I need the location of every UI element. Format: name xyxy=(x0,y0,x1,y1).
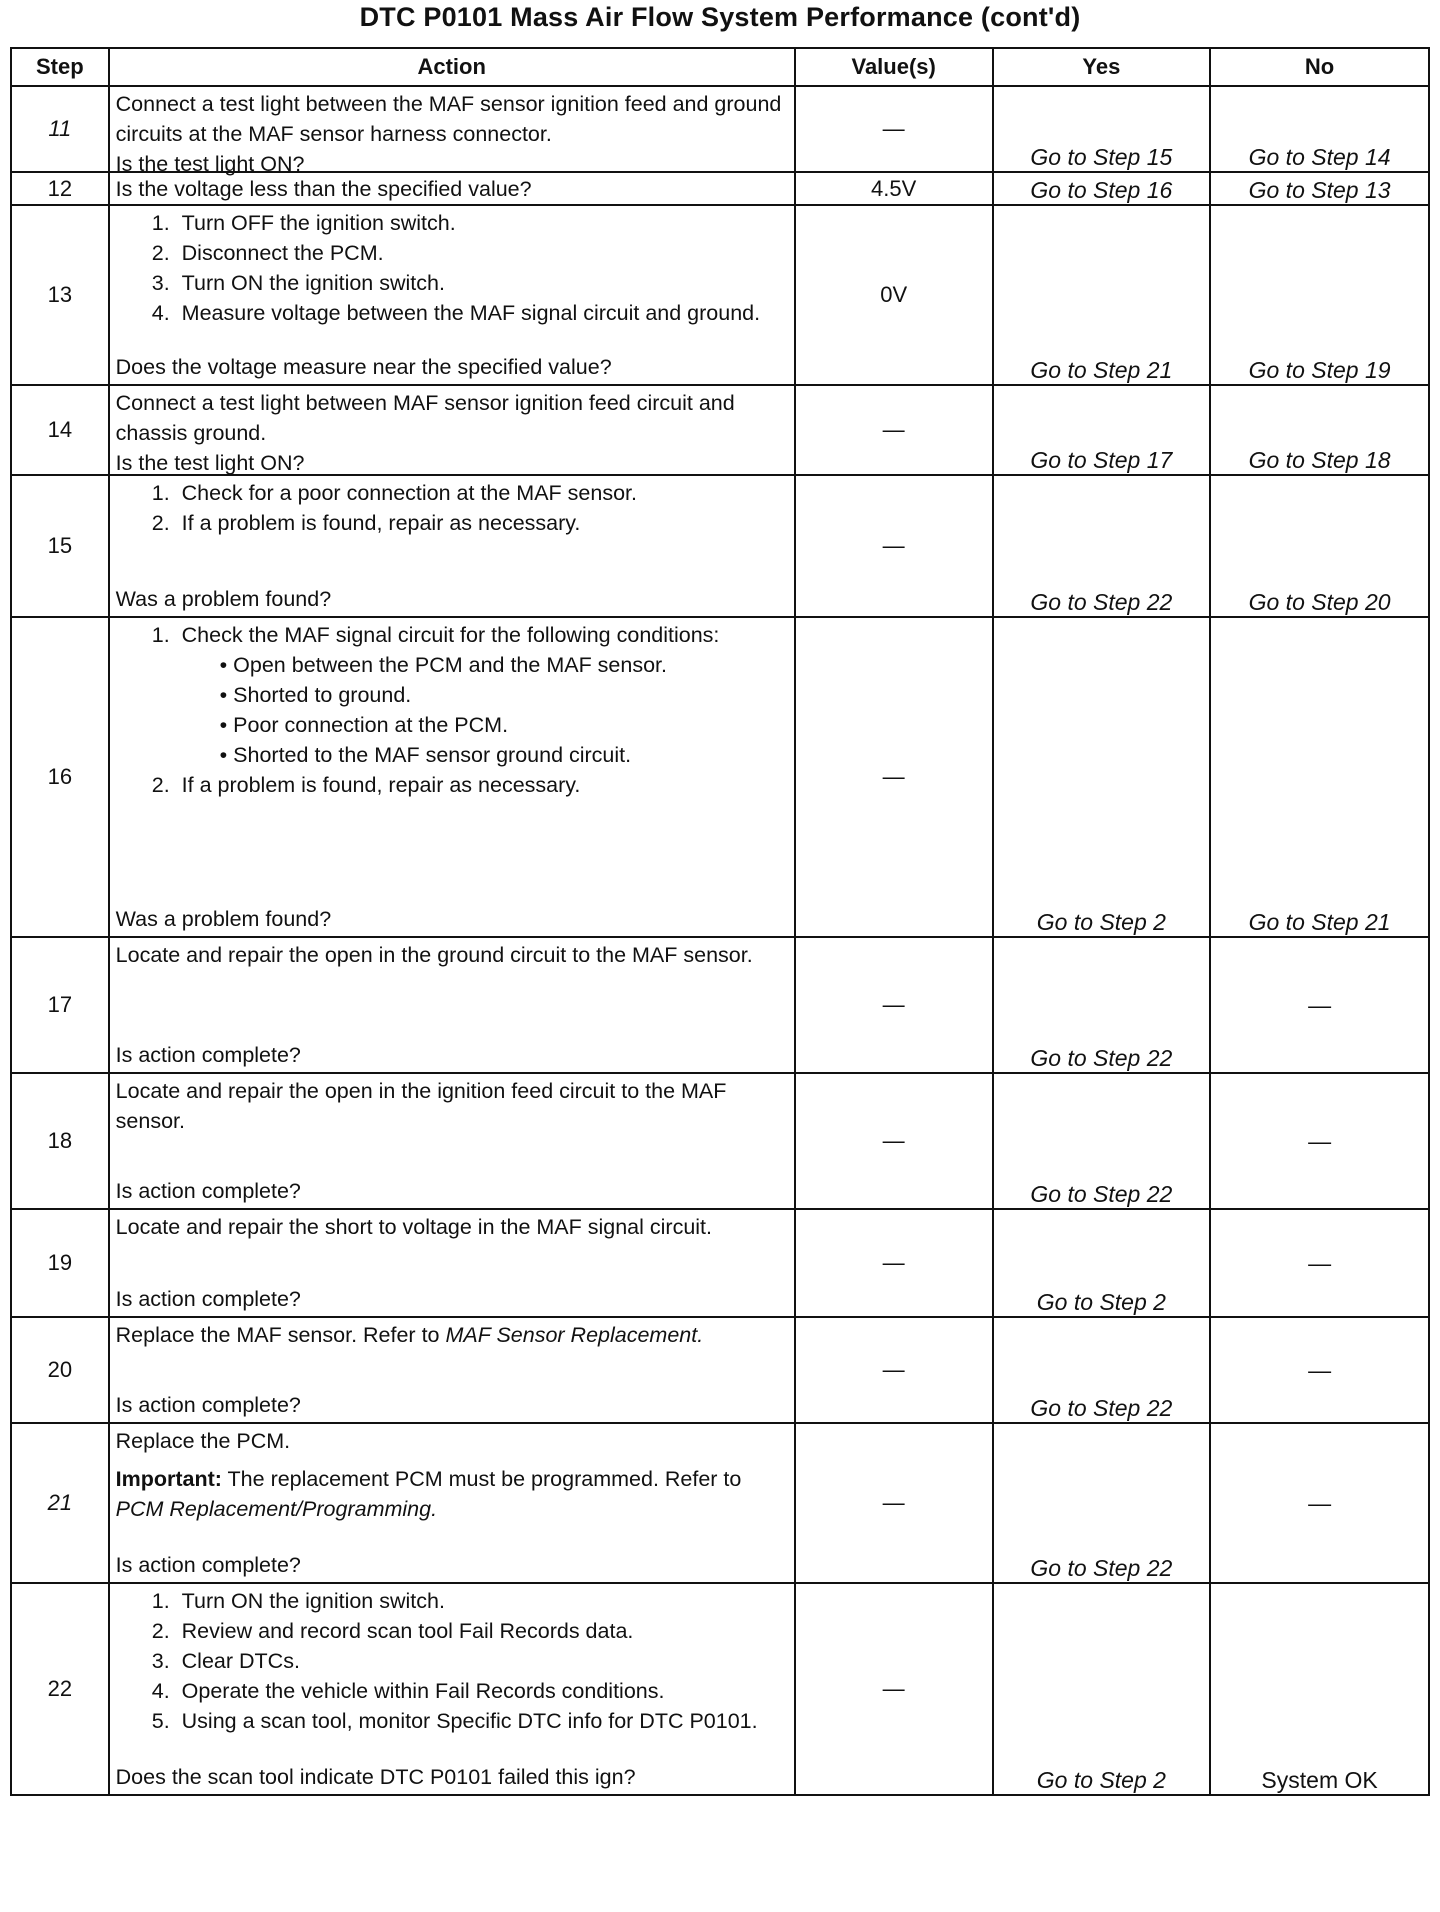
no-cell: Go to Step 18 xyxy=(1210,385,1429,475)
diagnostic-table xyxy=(10,47,1430,1796)
value-cell: 4.5V xyxy=(795,172,993,205)
reference-link[interactable]: MAF Sensor Replacement. xyxy=(445,1323,704,1347)
list-item: 1. Check for a poor connection at the MAF sensor. xyxy=(176,478,788,508)
header-yes: Yes xyxy=(993,48,1211,86)
yes-cell: Go to Step 2 xyxy=(993,1209,1211,1317)
no-cell: — xyxy=(1210,1209,1429,1317)
header-row xyxy=(11,48,1429,86)
list-item: 1. Turn OFF the ignition switch. xyxy=(176,208,788,238)
list-item: 4. Measure voltage between the MAF signal circuit and ground. xyxy=(176,298,788,328)
action-steps xyxy=(116,620,788,800)
list-item: 3. Turn ON the ignition switch. xyxy=(176,268,788,298)
no-cell: — xyxy=(1210,937,1429,1073)
list-item: 2. If a problem is found, repair as necessary. xyxy=(176,770,788,800)
bullet-item: • Poor connection at the PCM. xyxy=(214,710,788,740)
list-item: 5. Using a scan tool, monitor Specific DTC info for DTC P0101. xyxy=(176,1706,788,1736)
action-text: Locate and repair the open in the ground circuit to the MAF sensor. xyxy=(115,943,753,967)
value-cell: — xyxy=(795,1423,993,1583)
table-row xyxy=(11,205,1429,385)
step-number: 12 xyxy=(11,172,109,205)
step-number: 11 xyxy=(11,86,109,172)
action-question: Is the test light ON? xyxy=(115,451,305,475)
value-cell: — xyxy=(795,1073,993,1209)
yes-cell: Go to Step 2 xyxy=(993,617,1211,937)
no-cell: Go to Step 13 xyxy=(1210,172,1429,205)
header-action: Action xyxy=(109,48,795,86)
value-cell: — xyxy=(795,475,993,617)
action-steps xyxy=(116,208,788,328)
yes-cell: Go to Step 22 xyxy=(993,1423,1211,1583)
value-cell: — xyxy=(795,385,993,475)
header-no: No xyxy=(1210,48,1429,86)
step-number: 19 xyxy=(11,1209,109,1317)
action-cell xyxy=(109,475,795,617)
no-cell: Go to Step 20 xyxy=(1210,475,1429,617)
step-number: 17 xyxy=(11,937,109,1073)
action-question: Does the scan tool indicate DTC P0101 failed this ign? xyxy=(115,1765,636,1789)
table-row xyxy=(11,1423,1429,1583)
important-note xyxy=(116,1464,788,1524)
no-cell: Go to Step 21 xyxy=(1210,617,1429,937)
step-number: 18 xyxy=(11,1073,109,1209)
action-question: Is the voltage less than the specified value? xyxy=(115,176,532,201)
step-number: 22 xyxy=(11,1583,109,1795)
action-question: Is action complete? xyxy=(115,1043,301,1067)
bullet-item: • Shorted to the MAF sensor ground circuit. xyxy=(214,740,788,770)
action-question: Is action complete? xyxy=(115,1393,301,1417)
yes-cell: Go to Step 2 xyxy=(993,1583,1211,1795)
no-cell: — xyxy=(1210,1423,1429,1583)
action-cell xyxy=(109,1073,795,1209)
list-item: 4. Operate the vehicle within Fail Records conditions. xyxy=(176,1676,788,1706)
yes-cell: Go to Step 21 xyxy=(993,205,1211,385)
yes-cell: Go to Step 17 xyxy=(993,385,1211,475)
table-row xyxy=(11,475,1429,617)
step-number: 15 xyxy=(11,475,109,617)
table-row xyxy=(11,1209,1429,1317)
important-text: The replacement PCM must be programmed. Refer to xyxy=(227,1467,742,1491)
action-text: Connect a test light between MAF sensor ignition feed circuit and chassis ground. xyxy=(115,391,735,445)
step-number: 16 xyxy=(11,617,109,937)
list-item: 2. Review and record scan tool Fail Records data. xyxy=(176,1616,788,1646)
value-cell: — xyxy=(795,1583,993,1795)
action-cell xyxy=(109,172,795,205)
yes-cell: Go to Step 22 xyxy=(993,1073,1211,1209)
important-label: Important: xyxy=(115,1467,222,1491)
no-cell: System OK xyxy=(1210,1583,1429,1795)
action-text xyxy=(116,1320,788,1350)
value-cell: — xyxy=(795,1209,993,1317)
action-text: Connect a test light between the MAF sensor ignition feed and ground circuits at the MAF sensor harness connector. xyxy=(115,92,782,146)
list-item-text: Check the MAF signal circuit for the following conditions: xyxy=(181,623,720,647)
list-item: 1. Turn ON the ignition switch. xyxy=(176,1586,788,1616)
reference-link[interactable]: PCM Replacement/Programming. xyxy=(115,1497,438,1521)
action-steps xyxy=(116,478,788,538)
action-question: Was a problem found? xyxy=(115,587,332,611)
yes-cell: Go to Step 22 xyxy=(993,1317,1211,1423)
table-row xyxy=(11,937,1429,1073)
yes-cell: Go to Step 22 xyxy=(993,937,1211,1073)
action-question: Is the test light ON? xyxy=(115,152,305,176)
action-text: Locate and repair the open in the ignition feed circuit to the MAF sensor. xyxy=(115,1079,727,1133)
action-question: Does the voltage measure near the specified value? xyxy=(115,355,612,379)
table-row xyxy=(11,172,1429,205)
action-cell xyxy=(109,1423,795,1583)
table-row xyxy=(11,385,1429,475)
step-number: 21 xyxy=(11,1423,109,1583)
no-cell: — xyxy=(1210,1317,1429,1423)
action-cell xyxy=(109,1209,795,1317)
bullet-item: • Open between the PCM and the MAF sensor. xyxy=(214,650,788,680)
bullet-item: • Shorted to ground. xyxy=(214,680,788,710)
action-question: Is action complete? xyxy=(115,1179,301,1203)
table-row xyxy=(11,617,1429,937)
step-number: 20 xyxy=(11,1317,109,1423)
yes-cell: Go to Step 16 xyxy=(993,172,1211,205)
value-cell: — xyxy=(795,937,993,1073)
value-cell: 0V xyxy=(795,205,993,385)
action-question: Was a problem found? xyxy=(115,907,332,931)
header-value: Value(s) xyxy=(795,48,993,86)
action-cell xyxy=(109,617,795,937)
action-cell xyxy=(109,385,795,475)
value-cell: — xyxy=(795,617,993,937)
table-row xyxy=(11,1317,1429,1423)
page-title: DTC P0101 Mass Air Flow System Performance (cont'd) xyxy=(359,2,1081,32)
yes-cell: Go to Step 22 xyxy=(993,475,1211,617)
table-row xyxy=(11,86,1429,172)
no-cell: Go to Step 19 xyxy=(1210,205,1429,385)
action-cell xyxy=(109,86,795,176)
table-row xyxy=(11,1583,1429,1795)
action-cell xyxy=(109,1583,795,1795)
step-number: 13 xyxy=(11,205,109,385)
action-cell xyxy=(109,1317,795,1423)
action-question: Is action complete? xyxy=(115,1287,301,1311)
value-cell: — xyxy=(795,86,993,172)
action-cell xyxy=(109,205,795,385)
action-text: Locate and repair the short to voltage in the MAF signal circuit. xyxy=(115,1215,712,1239)
list-item: 3. Clear DTCs. xyxy=(176,1646,788,1676)
yes-cell: Go to Step 15 xyxy=(993,86,1211,172)
list-item xyxy=(176,620,788,770)
action-text: Replace the PCM. xyxy=(115,1429,291,1453)
header-step: Step xyxy=(11,48,109,86)
condition-list xyxy=(182,650,788,770)
value-cell: — xyxy=(795,1317,993,1423)
list-item: 2. Disconnect the PCM. xyxy=(176,238,788,268)
step-number: 14 xyxy=(11,385,109,475)
action-cell xyxy=(109,937,795,1073)
no-cell: — xyxy=(1210,1073,1429,1209)
action-steps xyxy=(116,1586,788,1736)
no-cell: Go to Step 14 xyxy=(1210,86,1429,172)
list-item: 2. If a problem is found, repair as necessary. xyxy=(176,508,788,538)
table-row xyxy=(11,1073,1429,1209)
action-text-part: Replace the MAF sensor. Refer to xyxy=(115,1323,440,1347)
action-question: Is action complete? xyxy=(115,1553,301,1577)
